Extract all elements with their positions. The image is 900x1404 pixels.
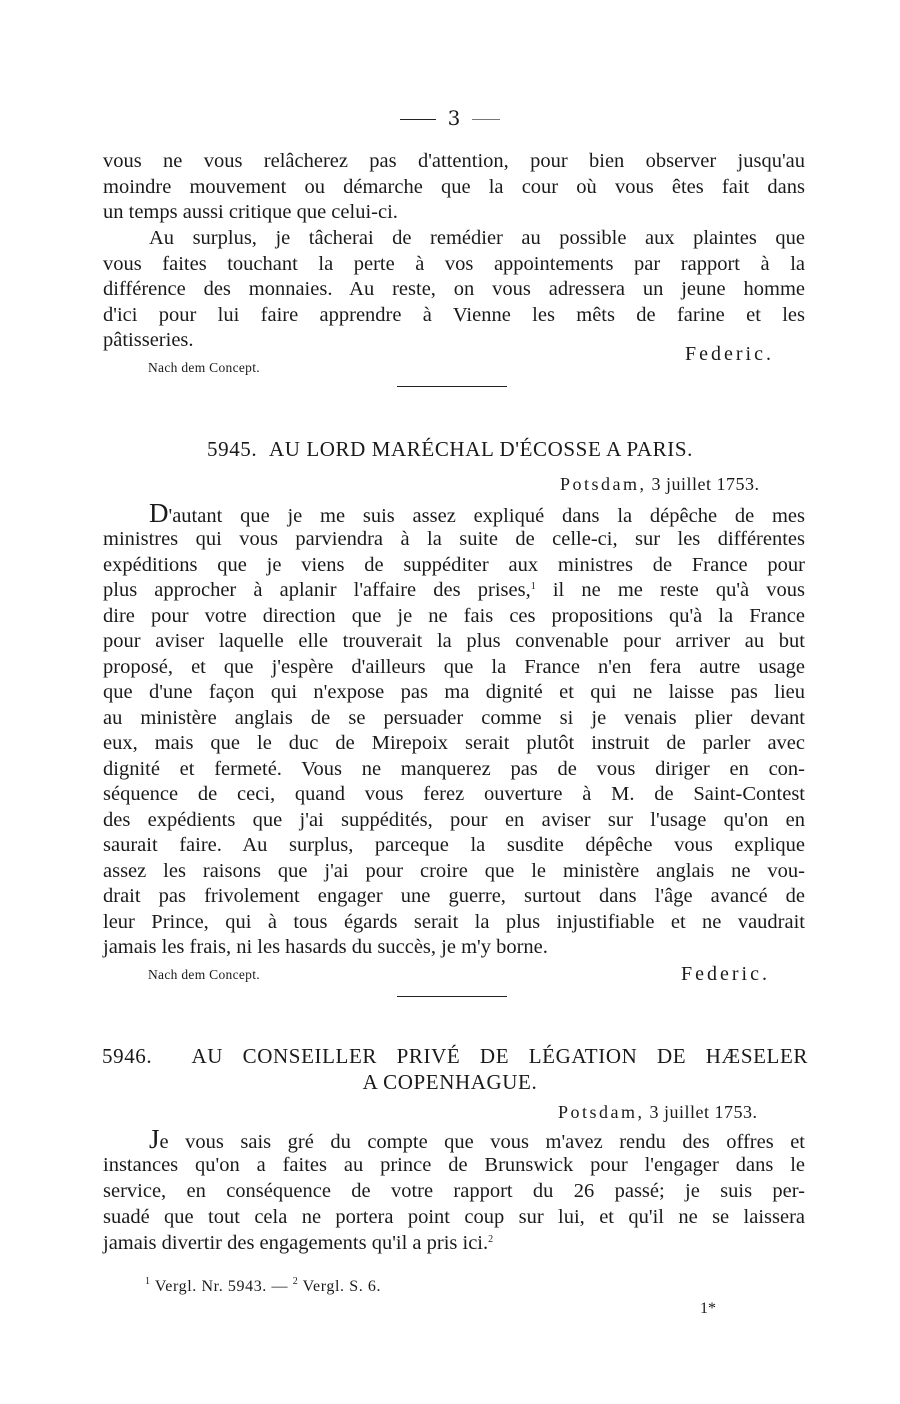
letter-5946-number: 5946. (102, 1044, 153, 1068)
block1-para2-line-2: vous faites touchant la perte à vos appointements par rapport à la (103, 252, 805, 275)
letter-5946-line-5: jamais divertir des engagements qu'il a pris ici.$^2$ (103, 1232, 494, 1254)
block1-line-1: vous ne vous relâcherez pas d'attention, pour bien observer jusqu'au (103, 150, 805, 172)
block1-line-3: un temps aussi critique que celui-ci. (103, 201, 398, 223)
footnote-2-mark: 2 (292, 1276, 299, 1287)
letter-5945-line-6: pour aviser laquelle elle trouverait la plus convenable pour arriver au but (103, 630, 805, 652)
letter-5945-line-3: expéditions que je viens de suppéditer aux ministres de France pour (103, 553, 805, 576)
signature-mark: 1* (700, 1300, 716, 1317)
letter-5946-line-1: Je vous sais gré du compte que vous m'avez rendu des offres et (149, 1124, 805, 1154)
letter-5946-line-2: instances qu'on a faites au prince de Brunswick pour l'engager dans le (103, 1154, 805, 1176)
block1-line-2: moindre mouvement ou démarche que la cour où vous êtes fait dans (103, 175, 805, 198)
section-divider-2 (397, 996, 507, 997)
letter-5946-line-3: service, en conséquence de votre rapport du 26 passé; je suis per- (103, 1180, 805, 1202)
page-header (0, 106, 900, 134)
letter-5945-line-2: ministres qui vous parviendra à la suite de celle-ci, sur les différentes (103, 528, 805, 550)
letter-5946-title-1: AU CONSEILLER PRIVÉ DE LÉGATION DE HÆSELER (191, 1044, 809, 1068)
letter-5945-line-1: D'autant que je me suis assez expliqué dans la dépêche de mes (149, 498, 805, 528)
letter-5945-line-9: au ministère anglais de se persuader comme si je venais plier devant (103, 706, 805, 729)
footnote-2-text: Vergl. S. 6. (302, 1278, 382, 1295)
letter-5946-dropcap: J (149, 1124, 160, 1154)
letter-5945-title: AU LORD MARÉCHAL D'ÉCOSSE A PARIS. (268, 437, 693, 461)
footnotes (145, 1278, 381, 1296)
letter-5945-line-18: jamais les frais, ni les hasards du succès, je m'y borne. (103, 936, 548, 958)
letter-5945-number: 5945. (207, 437, 258, 461)
letter-5945-line-11: dignité et fermeté. Vous ne manquerez pas de vous diriger en con- (103, 757, 805, 780)
letter-5946-heading-line-1 (102, 1044, 808, 1069)
header-dash-right (472, 119, 500, 120)
letter-5946-heading-line-2: A COPENHAGUE. (362, 1070, 538, 1094)
letter-5946-date: 3 juillet 1753. (649, 1102, 758, 1122)
block1-para2-line-4: d'ici pour lui faire apprendre à Vienne les mêts de farine et les (103, 303, 805, 326)
letter-5945-source-note: Nach dem Concept. (148, 967, 260, 982)
footnote-1-mark: 1 (145, 1276, 151, 1287)
letter-5945-line-17: leur Prince, qui à tous égards serait la plus injustifiable et ne vaudrait (103, 910, 805, 933)
footnote-ref-1: 1 (530, 581, 536, 592)
letter-5945-line-5: dire pour votre direction que je ne fais ces propositions qu'à la France (103, 604, 805, 627)
letter-5945-line-8: que d'une façon qui n'expose pas ma dignité et qui ne laisse pas lieu (103, 681, 805, 703)
page-number: 3 (447, 106, 461, 130)
letter-5945-dateline (560, 474, 760, 495)
block1-source-note: Nach dem Concept. (148, 360, 260, 375)
letter-5945-dropcap: D (149, 498, 169, 528)
letter-5945-line-12: séquence de ceci, quand vous ferez ouverture à M. de Saint-Contest (103, 783, 805, 805)
letter-5945-place: Potsdam, (560, 474, 647, 494)
letter-5945-line-15: assez les raisons que j'ai pour croire que le ministère anglais ne vou- (103, 859, 805, 882)
letter-5946-line-4: suadé que tout cela ne portera point coup sur lui, et qu'il ne se laissera (103, 1206, 805, 1228)
block1-para2-line-3: différence des monnaies. Au reste, on vous adressera un jeune homme (103, 278, 805, 300)
letter-5946-dateline (558, 1102, 758, 1123)
block1-signature: Federic. (685, 343, 774, 365)
footnote-ref-2: 2 (488, 1234, 494, 1245)
letter-5945-line-16: drait pas frivolement engager une guerre, surtout dans l'âge avancé de (103, 885, 805, 907)
letter-5945-line-10: eux, mais que le duc de Mirepoix serait plutôt instruit de parler avec (103, 732, 805, 754)
section-divider-1 (397, 386, 507, 387)
letter-5945-signature: Federic. (681, 963, 770, 985)
letter-5945-line-13: des expédients que j'ai suppédités, pour en aviser sur l'usage qu'on en (103, 808, 805, 831)
letter-5945-line-7: proposé, et que j'espère d'ailleurs que la France n'en fera autre usage (103, 655, 805, 678)
block1-para2-line-1: Au surplus, je tâcherai de remédier au possible aux plaintes que (149, 227, 805, 249)
letter-5946-place: Potsdam, (558, 1102, 645, 1122)
letter-5945-line-14: saurait faire. Au surplus, parceque la susdite dépêche vous explique (103, 834, 805, 856)
block1-para2-line-5: pâtisseries. (103, 329, 194, 351)
letter-5945-date: 3 juillet 1753. (651, 474, 760, 494)
letter-5945-line-4: plus approcher à aplanir l'affaire des prises,$^1$ il ne me reste qu'à vous (103, 579, 805, 601)
header-dash-left (400, 119, 436, 120)
footnote-1-text: Vergl. Nr. 5943. — (154, 1278, 289, 1295)
letter-5945-heading (0, 437, 900, 462)
